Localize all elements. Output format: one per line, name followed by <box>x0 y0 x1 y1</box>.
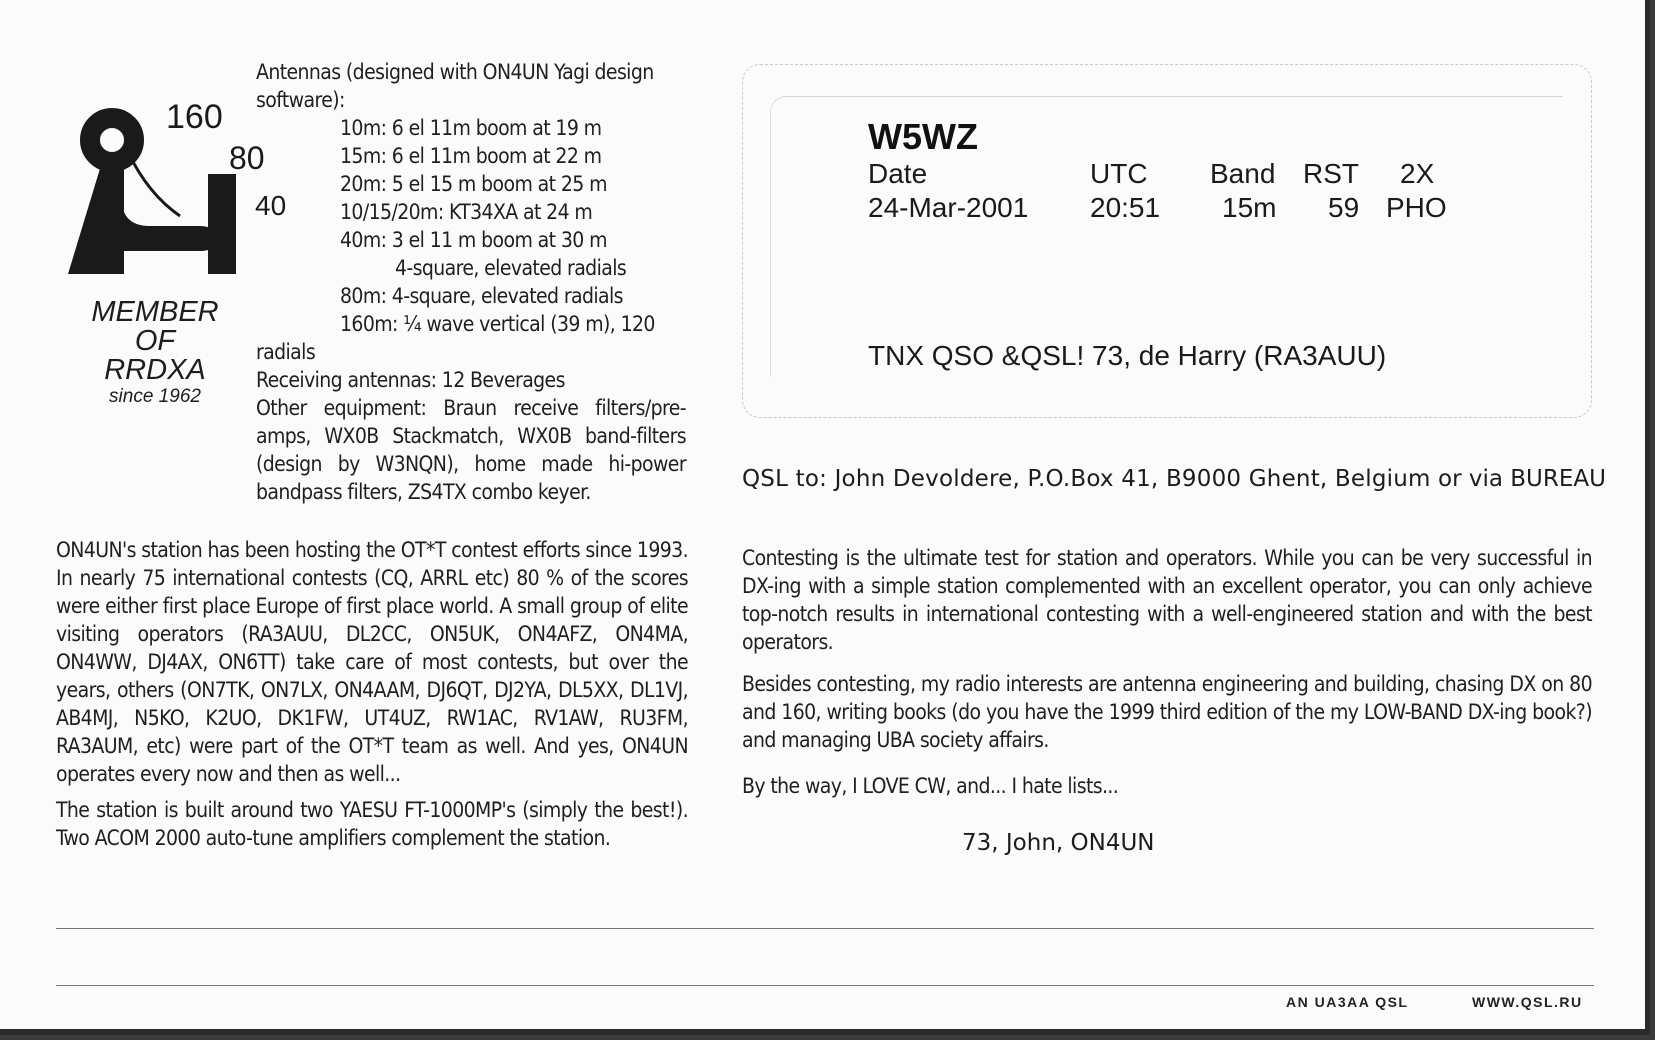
value-utc: 20:51 <box>1090 192 1161 223</box>
other-equipment: Other equipment: Braun receive filters/pre-amps, WX0B Stackmatch, WX0B band-filters (design by W3NQN), home made hi-power bandpass filters, ZS4TX combo keyer. <box>256 396 686 504</box>
antenna-line: 20m: 5 el 15 m boom at 25 m <box>340 172 607 196</box>
antenna-radials: radials <box>256 340 316 364</box>
logo-band-40: 40 <box>255 190 287 221</box>
receiving-antennas: Receiving antennas: 12 Beverages <box>256 368 565 392</box>
qso-remark: TNX QSO &QSL! 73, de Harry (RA3AUU) <box>868 340 1387 371</box>
antenna-line: 10m: 6 el 11m boom at 19 m <box>340 116 602 140</box>
header-rst: RST <box>1303 158 1359 189</box>
antenna-line: 80m: 4-square, elevated radials <box>340 284 623 308</box>
rrdxa-membership <box>70 298 240 409</box>
about-contesting: Contesting is the ultimate test for station and operators. While you can be very successful in DX-ing with a simple station complemented with an excellent operator, you can only achieve top-notch results in international contesting with a well-engineered station and with the best operators. <box>742 546 1592 654</box>
antenna-line: 10/15/20m: KT34XA at 24 m <box>340 200 593 224</box>
antennas-intro-1: Antennas (designed with ON4UN Yagi design <box>256 60 654 84</box>
header-utc: UTC <box>1090 158 1148 189</box>
value-mode: PHO <box>1386 192 1447 223</box>
value-date: 24-Mar-2001 <box>868 192 1029 223</box>
logo-band-80: 80 <box>229 140 265 176</box>
signoff: 73, John, ON4UN <box>962 830 1155 856</box>
antenna-line: 40m: 3 el 11 m boom at 30 m <box>340 228 607 252</box>
logo-wire <box>128 152 180 216</box>
header-mode: 2X <box>1400 158 1435 189</box>
since-line: since 1962 <box>109 386 201 407</box>
divider-top <box>56 928 1594 929</box>
antenna-line: 4-square, elevated radials <box>395 256 627 280</box>
logo-bar <box>208 174 236 274</box>
qsl-address: QSL to: John Devoldere, P.O.Box 41, B9000 Ghent, Belgium <box>742 466 1431 492</box>
antennas-intro-2: software): <box>256 88 345 112</box>
member-line: MEMBER <box>91 296 219 328</box>
rrdxa-line: RRDXA <box>104 354 206 386</box>
about-interests: Besides contesting, my radio interests are antenna engineering and building, chasing DX on 80 and 160, writing books (do you have the 1999 third edition of the my LOW-BAND DX-ing book?) and managing UBA society affairs. <box>742 672 1592 752</box>
value-band: 15m <box>1222 192 1277 223</box>
value-rst: 59 <box>1328 192 1360 223</box>
callsign: W5WZ <box>868 116 978 157</box>
printer-website: WWW.QSL.RU <box>1472 994 1583 1010</box>
of-line: OF <box>134 325 176 357</box>
header-date: Date <box>868 158 928 189</box>
divider-bottom <box>56 985 1594 986</box>
logo-band-160: 160 <box>166 98 223 136</box>
qsl-via-bureau: or via BUREAU <box>1438 466 1606 492</box>
header-band: Band <box>1210 158 1276 189</box>
station-history: ON4UN's station has been hosting the OT*T contest efforts since 1993. In nearly 75 international contests (CQ, ARRL etc) 80 % of the scores were either first place Europe of first place world. A small group of elite visiting operators (RA3AUU, DL2CC, ON5UK, ON4AFZ, ON4MA, ON4WW, DJ4AX, ON6TT) take care of most contests, but over the years, others (ON7TK, ON7LX, ON4AAM, DJ6QT, DJ2YA, DL5XX, DL1VJ, AB4MJ, N5KO, K2UO, DK1FW, UT4UZ, RW1AC, RV1AW, RU3FM, RA3AUM, etc) were part of the OT*T team as well. And yes, ON4UN operates every now and then as well... <box>56 538 688 786</box>
logo-ring <box>90 118 134 162</box>
about-cw: By the way, I LOVE CW, and... I hate lists... <box>742 774 1119 798</box>
printer-credit: AN UA3AA QSL <box>1286 994 1409 1010</box>
antenna-line: 15m: 6 el 11m boom at 22 m <box>340 144 602 168</box>
antenna-line: 160m: ¼ wave vertical (39 m), 120 <box>340 312 655 336</box>
station-equipment: The station is built around two YAESU FT-1000MP's (simply the best!). Two ACOM 2000 auto-tune amplifiers complement the station. <box>56 798 688 850</box>
